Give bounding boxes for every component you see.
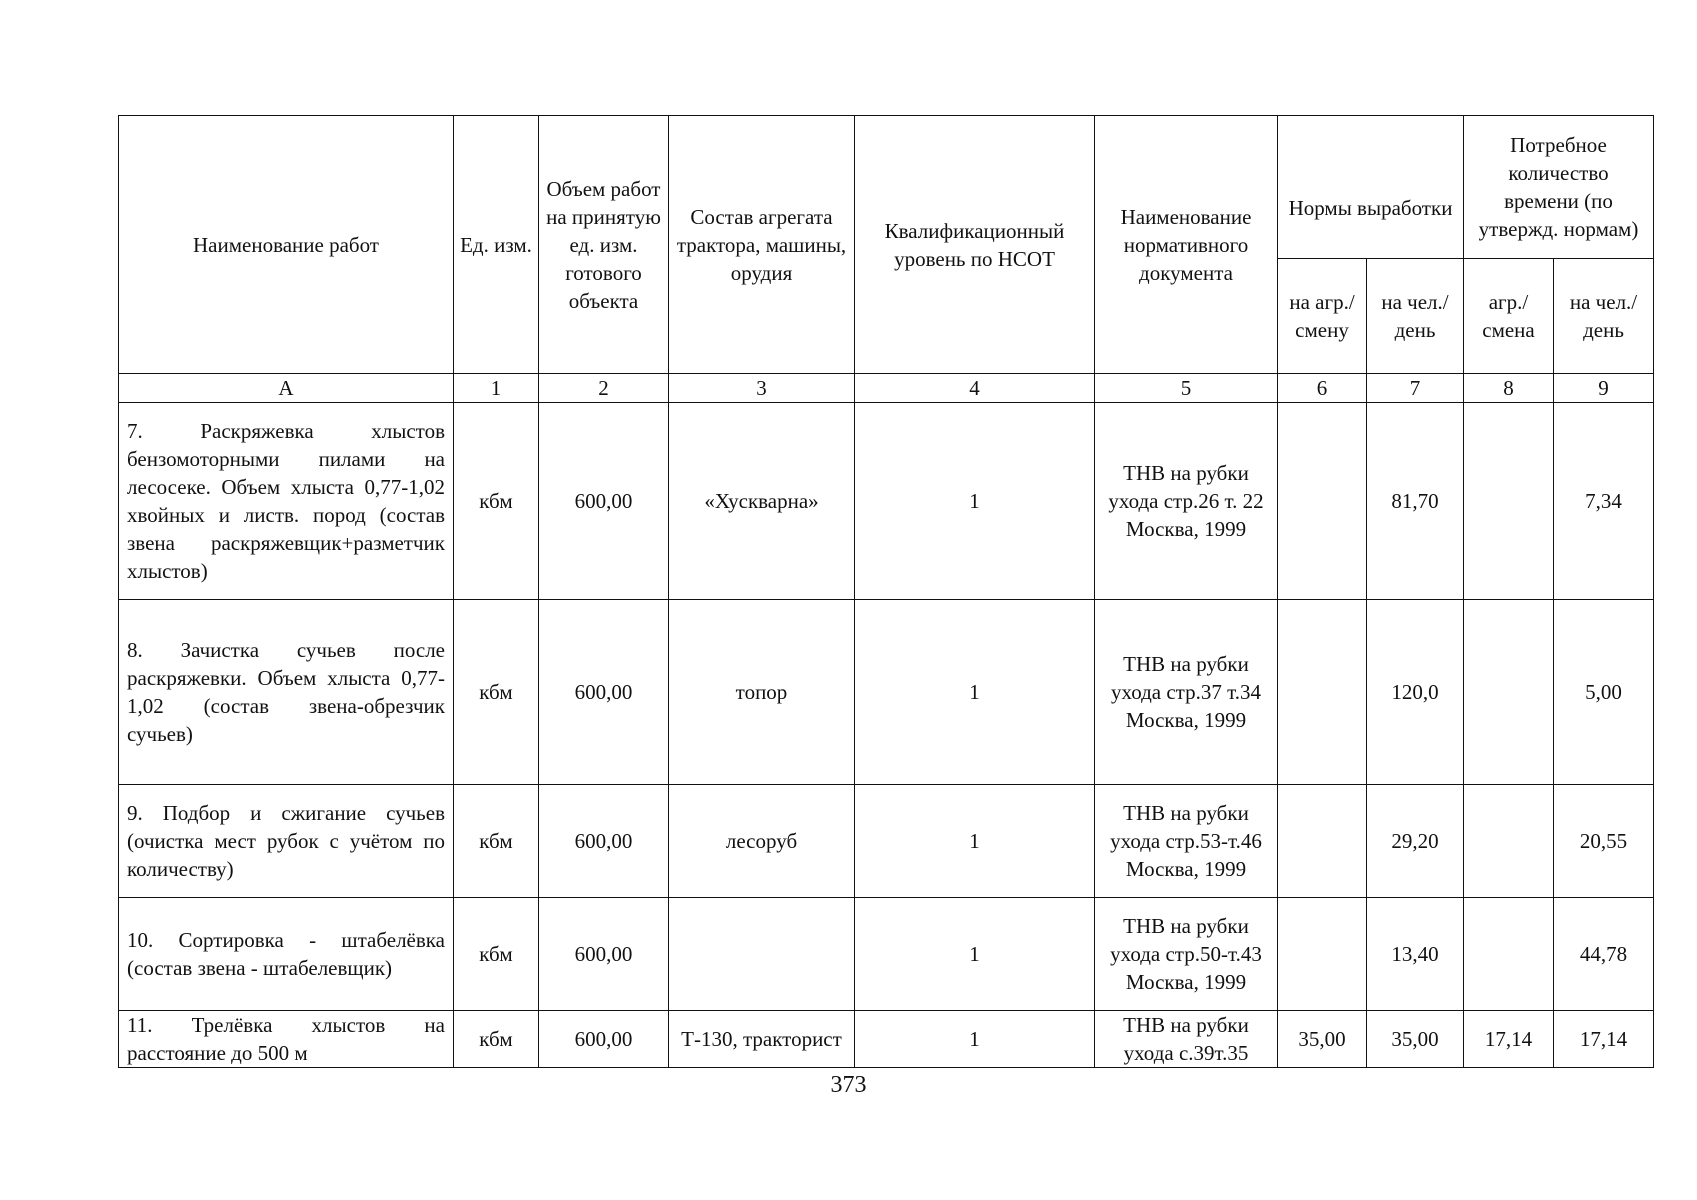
volume-cell: 600,00: [539, 1011, 669, 1068]
composition-cell: лесоруб: [669, 785, 855, 898]
time-agg-cell: [1464, 898, 1554, 1011]
column-number-row: [119, 374, 1654, 403]
document-cell: ТНВ на рубки ухода стр.53-т.46 Москва, 1999: [1095, 785, 1278, 898]
norm-agg-cell: [1278, 898, 1367, 1011]
document-cell: ТНВ на рубки ухода стр.50-т.43 Москва, 1999: [1095, 898, 1278, 1011]
time-agg-cell: [1464, 403, 1554, 600]
document-cell: ТНВ на рубки ухода стр.37 т.34 Москва, 1999: [1095, 600, 1278, 785]
column-number: 3: [669, 374, 855, 403]
norm-agg-cell: [1278, 403, 1367, 600]
time-agg-cell: [1464, 785, 1554, 898]
column-number: 2: [539, 374, 669, 403]
unit-cell: кбм: [454, 1011, 539, 1068]
work-name: 9. Подбор и сжигание сучьев (очистка мест рубок с учётом по количеству): [119, 785, 454, 898]
norm-agg-cell: [1278, 600, 1367, 785]
column-number: 1: [454, 374, 539, 403]
composition-cell: топор: [669, 600, 855, 785]
volume-cell: 600,00: [539, 600, 669, 785]
composition-cell: «Хускварна»: [669, 403, 855, 600]
time-person-cell: 20,55: [1554, 785, 1654, 898]
header-composition: Состав агрегата трактора, машины, орудия: [669, 116, 855, 374]
norm-person-cell: 13,40: [1367, 898, 1464, 1011]
column-number: 7: [1367, 374, 1464, 403]
unit-cell: кбм: [454, 898, 539, 1011]
header-time: Потребное количество времени (по утвержд. нормам): [1464, 116, 1654, 259]
qualification-cell: 1: [855, 1011, 1095, 1068]
work-name: 7. Раскряжевка хлыстов бензомоторными пилами на лесосеке. Объем хлыста 0,77-1,02 хвойных и листв. пород (состав звена раскряжевщик+разметчик хлыстов): [119, 403, 454, 600]
header-qualification: Квалификационный уровень по НСОТ: [855, 116, 1095, 374]
table-row: [119, 403, 1654, 600]
document-cell: ТНВ на рубки ухода стр.26 т. 22 Москва, 1999: [1095, 403, 1278, 600]
qualification-cell: 1: [855, 403, 1095, 600]
time-person-cell: 44,78: [1554, 898, 1654, 1011]
composition-cell: [669, 898, 855, 1011]
unit-cell: кбм: [454, 403, 539, 600]
column-number: А: [119, 374, 454, 403]
volume-cell: 600,00: [539, 785, 669, 898]
table-row: [119, 600, 1654, 785]
header-norms-agg: на агр./ смену: [1278, 259, 1367, 374]
time-agg-cell: [1464, 600, 1554, 785]
norm-person-cell: 120,0: [1367, 600, 1464, 785]
header-norms: [1278, 116, 1464, 259]
time-person-cell: 5,00: [1554, 600, 1654, 785]
work-name: 8. Зачистка сучьев после раскряжевки. Объем хлыста 0,77-1,02 (состав звена-обрезчик сучьев): [119, 600, 454, 785]
header-time-person: на чел./ день: [1554, 259, 1654, 374]
header-time-agg: агр./ смена: [1464, 259, 1554, 374]
unit-cell: кбм: [454, 785, 539, 898]
work-name: 10. Сортировка - штабелёвка (состав звена - штабелевщик): [119, 898, 454, 1011]
volume-cell: 600,00: [539, 898, 669, 1011]
column-number: 6: [1278, 374, 1367, 403]
header-name: Наименование работ: [119, 116, 454, 374]
table-row: [119, 898, 1654, 1011]
header-norms-text: Нормы выработки: [1288, 196, 1453, 220]
qualification-cell: 1: [855, 600, 1095, 785]
column-number: 9: [1554, 374, 1654, 403]
norms-table: [118, 115, 1654, 1068]
norm-agg-cell: 35,00: [1278, 1011, 1367, 1068]
column-number: 5: [1095, 374, 1278, 403]
unit-cell: кбм: [454, 600, 539, 785]
table-row: [119, 785, 1654, 898]
composition-cell: Т-130, тракторист: [669, 1011, 855, 1068]
column-number: 4: [855, 374, 1095, 403]
table-row: [119, 1011, 1654, 1068]
column-number: 8: [1464, 374, 1554, 403]
work-name: 11. Трелёвка хлыстов на расстояние до 500 м: [119, 1011, 454, 1068]
time-agg-cell: 17,14: [1464, 1011, 1554, 1068]
header-norms-person: на чел./ день: [1367, 259, 1464, 374]
header-volume: Объем работ на принятую ед. изм. готового объекта: [539, 116, 669, 374]
document-cell: ТНВ на рубки ухода с.39т.35: [1095, 1011, 1278, 1068]
norm-person-cell: 35,00: [1367, 1011, 1464, 1068]
norm-person-cell: 81,70: [1367, 403, 1464, 600]
time-person-cell: 17,14: [1554, 1011, 1654, 1068]
qualification-cell: 1: [855, 898, 1095, 1011]
norm-agg-cell: [1278, 785, 1367, 898]
volume-cell: 600,00: [539, 403, 669, 600]
qualification-cell: 1: [855, 785, 1095, 898]
header-document: Наименование нормативного документа: [1095, 116, 1278, 374]
page-number: 373: [830, 1072, 867, 1098]
time-person-cell: 7,34: [1554, 403, 1654, 600]
header-unit: Ед. изм.: [454, 116, 539, 374]
norm-person-cell: 29,20: [1367, 785, 1464, 898]
